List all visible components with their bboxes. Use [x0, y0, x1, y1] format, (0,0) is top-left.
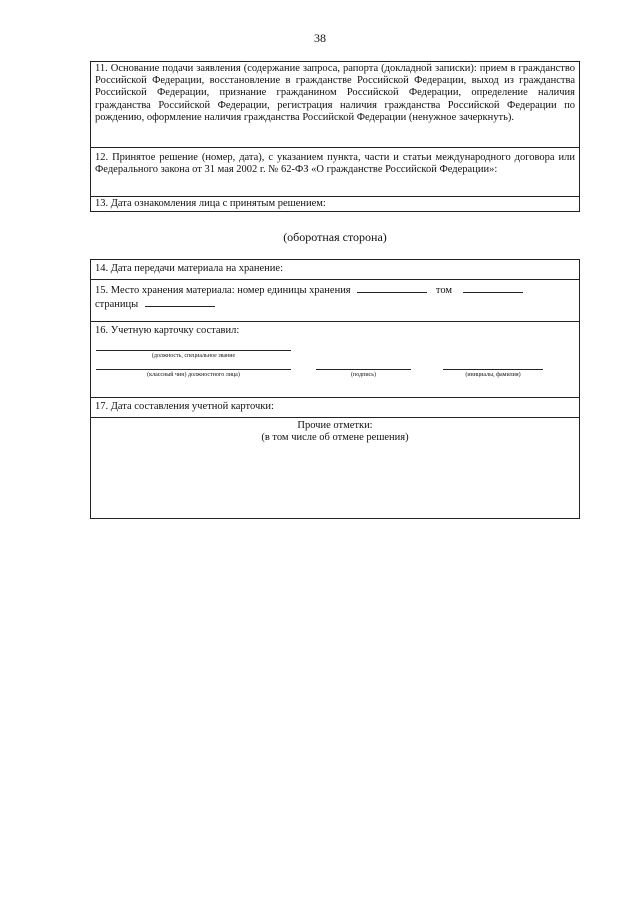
volume-blank — [463, 283, 523, 293]
pages-blank — [145, 297, 215, 307]
signature-line — [316, 369, 411, 370]
field-17-compilation-date: 17. Дата составления учетной карточки: — [91, 398, 579, 418]
card-front-table — [90, 61, 580, 212]
other-notes-title: Прочие отметки: — [297, 420, 373, 431]
page-number: 38 — [314, 31, 326, 45]
position-caption: (должность, специальное звание — [151, 353, 236, 359]
name-line — [443, 369, 543, 370]
reverse-side-title: (оборотная сторона) — [283, 230, 387, 244]
field-13-acquaintance-date: 13. Дата ознакомления лица с принятым решением: — [95, 198, 326, 209]
storage-unit-label: 15. Место хранения материала: номер единицы хранения — [95, 285, 351, 296]
pages-label: страницы — [95, 299, 139, 310]
field-12-decision: 12. Принятое решение (номер, дата), с указанием пункта, части и статьи международного договора или Федерального закона от 31 мая 2002 г. № 62-ФЗ «О гражданстве Российской Федерации»: — [91, 148, 579, 197]
compiled-by-label: 16. Учетную карточку составил: — [95, 325, 240, 336]
other-notes-subtitle: (в том числе об отмене решения) — [261, 432, 409, 443]
field-11-application-basis: 11. Основание подачи заявления (содержание запроса, рапорта (докладной записки): прием в гражданство Российской Федерации, восстановление в гражданстве Российской Федерации, выход из гражданства Российской Федерации, признание гражданином Российской Федерации, определение наличия гражданства Российской Федерации, регистрация наличия гражданства Российской Федерации по рождению, оформление наличия гражданства Российской Федерации (ненужное зачеркнуть). — [91, 62, 579, 148]
other-notes — [91, 418, 579, 518]
volume-label: том — [435, 285, 453, 296]
field-14-transfer-date: 14. Дата передачи материала на хранение: — [91, 260, 579, 280]
storage-unit-blank — [357, 283, 427, 293]
rank-caption: (классный чин) должностного лица) — [147, 372, 240, 378]
signature-caption: (подпись) — [351, 372, 376, 378]
field-16-compiled-by — [91, 322, 579, 398]
rank-line — [96, 369, 291, 370]
name-caption: (инициалы, фамилия) — [465, 372, 521, 378]
card-back-table — [90, 259, 580, 519]
field-15-storage-location — [91, 280, 579, 322]
position-line — [96, 350, 291, 351]
